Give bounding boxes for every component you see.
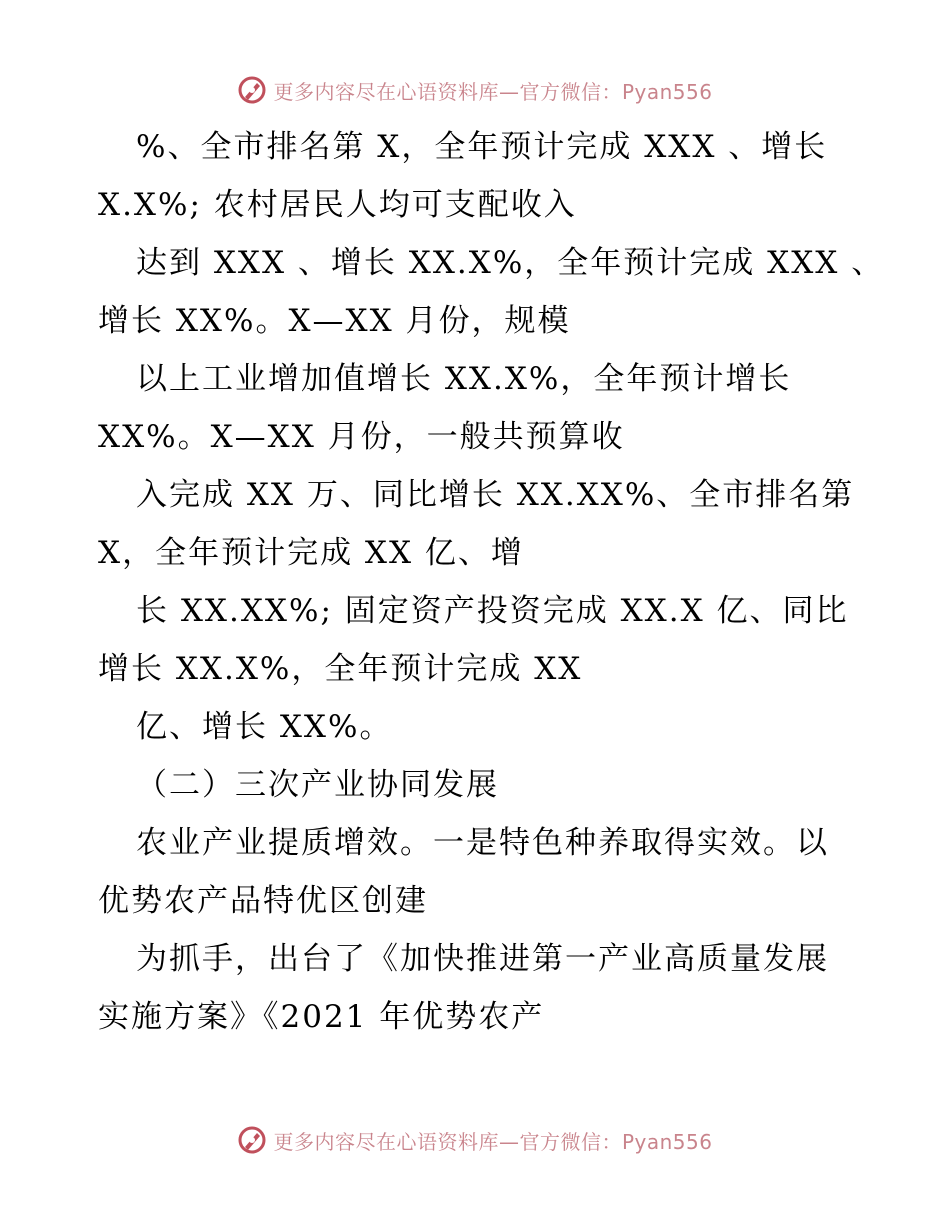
text-line: 实施方案》《2021 年优势农产 (98, 999, 545, 1035)
text-line: 增长 XX%。X—XX 月份，规模 (98, 303, 571, 339)
document-body (98, 118, 885, 1046)
text-line: 增长 XX.X%，全年预计完成 XX (98, 651, 583, 687)
text-line: X，全年预计完成 XX 亿、增 (98, 535, 524, 571)
watermark-text: 更多内容尽在心语资料库—官方微信：Pyan556 (273, 1129, 713, 1154)
text-line: 为抓手，出台了《加快推进第一产业高质量发展 (136, 941, 829, 977)
watermark-header (0, 70, 950, 110)
pen-seal-icon (237, 75, 267, 105)
text-line: 亿、增长 XX%。 (136, 709, 393, 745)
pen-seal-icon (237, 1125, 267, 1155)
text-line: 长 XX.XX%; 固定资产投资完成 XX.X 亿、同比 (136, 593, 849, 629)
watermark-text: 更多内容尽在心语资料库—官方微信：Pyan556 (273, 79, 713, 104)
watermark-footer (0, 1120, 950, 1160)
text-line: XX%。X—XX 月份，一般共预算收 (98, 419, 625, 455)
text-line: 入完成 XX 万、同比增长 XX.XX%、全市排名第 (136, 477, 855, 513)
text-line: X.X%; 农村居民人均可支配收入 (98, 187, 577, 223)
text-line: 以上工业增加值增长 XX.X%，全年预计增长 (136, 361, 792, 397)
section-heading: （二）三次产业协同发展 (136, 767, 499, 803)
text-line: 农业产业提质增效。一是特色种养取得实效。以 (136, 825, 829, 861)
text-line: 达到 XXX 、增长 XX.X%，全年预计完成 XXX 、 (136, 245, 885, 281)
text-line: 优势农产品特优区创建 (98, 883, 428, 919)
text-line: %、全市排名第 X，全年预计完成 XXX 、增长 (136, 129, 828, 165)
